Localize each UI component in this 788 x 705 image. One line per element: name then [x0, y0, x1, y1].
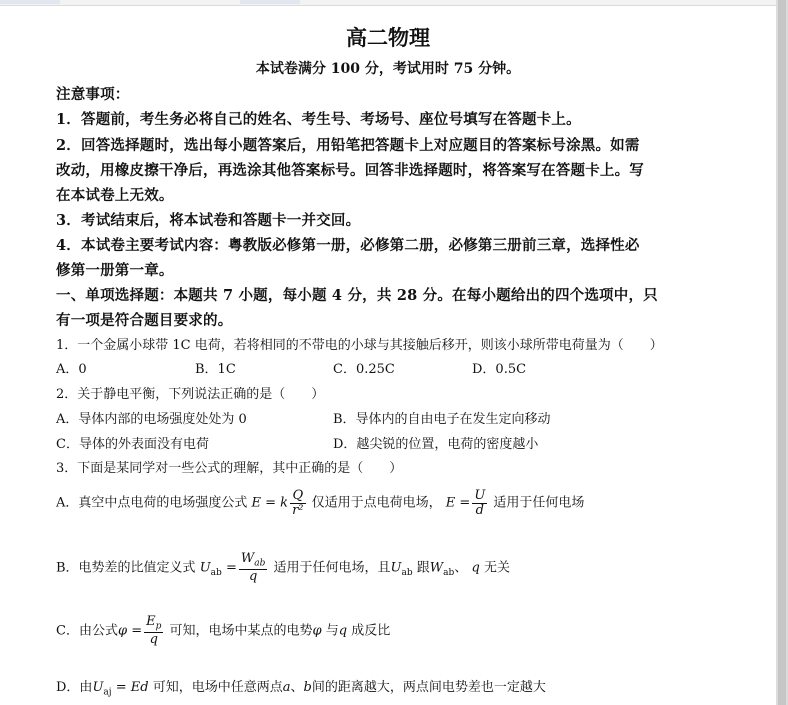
q3b-prefix: B．电势差的比值定义式 [56, 560, 196, 576]
q3-option-b [56, 552, 510, 584]
notice-line: 4．本试卷主要考试内容：粤教版必修第一册，必修第二册，必修第三册前三章，选择性必 [56, 237, 640, 254]
q3a-mid: 仅适用于点电荷电场， [311, 495, 442, 511]
q3a-eq2-lhs: E = [445, 495, 471, 511]
q3-option-d [56, 676, 546, 698]
q3b-eq-sign: = [225, 560, 237, 576]
q3d-a: a [282, 680, 291, 695]
q3b-denominator: q [248, 569, 258, 585]
q3d-u-sub: aj [103, 687, 112, 698]
q1-option-b: B．1C [195, 362, 236, 377]
q3d-suffix: 间的距离越大，两点间电势差也一定越大 [311, 680, 546, 695]
notice-line: 修第一册第一章。 [56, 262, 174, 279]
exam-info: 本试卷满分 100 分，考试用时 75 分钟。 [255, 61, 521, 77]
q3c-fraction [144, 615, 163, 647]
tab-strip-segment[interactable] [240, 0, 300, 4]
question-3-stem: 3．下面是某同学对一些公式的理解，其中正确的是（ ） [56, 461, 403, 476]
notice-line: 3．考试结束后，将本试卷和答题卡一并交回。 [56, 212, 361, 229]
q3a-suffix: 适用于任何电场 [493, 495, 585, 511]
q3a-prefix: A．真空中点电荷的电场强度公式 [56, 495, 248, 511]
section-heading: 有一项是符合题目要求的。 [56, 312, 233, 329]
q3c-e-sub: p [155, 621, 162, 632]
q3b-w-sub: ab [254, 558, 266, 569]
q3a-eq1-lhs: E = k [251, 495, 289, 511]
q3b-mid: 适用于任何电场，且 [273, 560, 391, 576]
document-page [0, 6, 776, 705]
q3b-u2-sub: ab [401, 567, 413, 578]
q3c-e: E [146, 614, 156, 629]
q3c-phi: φ [312, 623, 322, 639]
q3c-prefix: C．由公式 [56, 623, 118, 639]
q3b-fraction [239, 552, 268, 584]
question-2-stem: 2．关于静电平衡，下列说法正确的是（ ） [56, 387, 325, 402]
q3b-u-sub: ab [210, 567, 222, 578]
q3-option-c [56, 615, 390, 647]
notice-heading: 注意事项： [56, 86, 130, 103]
q2-option-d: D．越尖锐的位置，电荷的密度越小 [333, 437, 539, 452]
q3d-b: b [303, 680, 312, 695]
q1-option-c: C．0.25C [333, 362, 395, 377]
q3-option-a [56, 489, 584, 517]
q3a-eq2-numerator: U [474, 488, 486, 503]
q3b-w2-sub: ab [443, 567, 455, 578]
scrollbar-thumb[interactable] [778, 0, 786, 705]
page-title: 高二物理 [346, 25, 430, 50]
q3a-eq1-denominator: r² [292, 502, 304, 518]
q3c-lhs: φ = [117, 623, 143, 639]
q3c-q: q [338, 623, 348, 639]
q3b-q: q [471, 560, 480, 576]
notice-line: 改动，用橡皮擦干净后，再选涂其他答案标号。回答非选择题时，将答案写在答题卡上。写 [56, 162, 644, 179]
q3d-sep: 、 [290, 680, 304, 695]
q3c-suffix: 成反比 [351, 623, 391, 639]
q3b-suffix: 无关 [483, 560, 510, 576]
notice-line: 2．回答选择题时，选出每小题答案后，用铅笔把答题卡上对应题目的答案标号涂黑。如需 [56, 137, 640, 154]
vertical-scrollbar[interactable] [776, 0, 788, 705]
q3d-prefix: D．由 [56, 680, 93, 695]
q2-option-c: C．导体的外表面没有电荷 [56, 437, 209, 452]
q3a-eq1-fraction [290, 489, 305, 517]
tab-strip-segment[interactable] [0, 0, 60, 4]
q3b-sep: 、 [454, 560, 468, 576]
question-1-stem: 1．一个金属小球带 1C 电荷，若将相同的不带电的小球与其接触后移开，则该小球所带电荷量为（ ） [56, 338, 663, 353]
q3b-numerator [239, 552, 268, 570]
section-heading: 一、单项选择题：本题共 7 小题，每小题 4 分，共 28 分。在每小题给出的四个选项中，只 [56, 287, 658, 304]
q3c-mid: 可知，电场中某点的电势 [169, 623, 313, 639]
q3b-u: U [199, 560, 211, 576]
q3a-eq2-denominator: d [475, 502, 484, 518]
notice-line: 1．答题前，考生务必将自己的姓名、考生号、考场号、座位号填写在答题卡上。 [56, 111, 581, 128]
q3c-mid2: 与 [325, 623, 339, 639]
q3a-eq2-fraction [472, 489, 487, 517]
q3b-u2: U [390, 560, 402, 576]
q1-option-a: A．0 [56, 362, 87, 377]
q3b-w2: W [429, 560, 444, 576]
q2-option-a: A．导体内部的电场强度处处为 0 [56, 412, 247, 427]
q1-option-d: D．0.5C [472, 362, 527, 377]
q2-option-b: B．导体内的自由电子在发生定向移动 [333, 412, 551, 427]
q3c-numerator [144, 615, 163, 633]
q3d-eq-rest: = Ed [115, 680, 149, 695]
q3c-denominator: q [149, 632, 158, 648]
q3a-eq1-numerator: Q [290, 489, 305, 504]
q3b-mid2: 跟 [416, 560, 430, 576]
q3d-mid: 可知，电场中任意两点 [152, 680, 283, 695]
q3b-w: W [240, 551, 255, 566]
notice-line: 在本试卷上无效。 [56, 187, 174, 204]
q3d-u: U [92, 680, 104, 695]
